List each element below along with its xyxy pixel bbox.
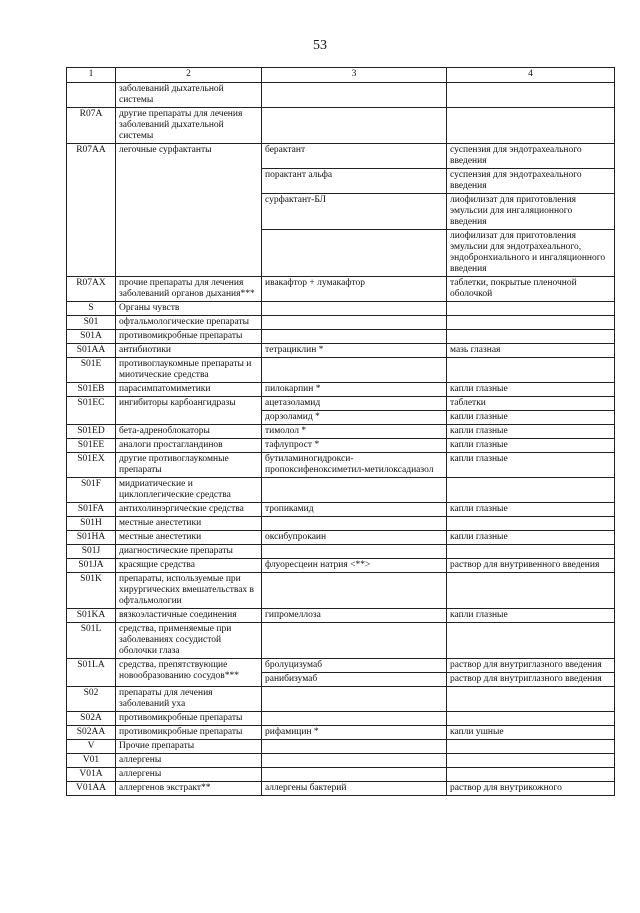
table-row xyxy=(67,144,615,169)
group-name-cell: вязкоэластичные соединения xyxy=(116,609,262,623)
table-row xyxy=(67,478,615,503)
table-row xyxy=(67,425,615,439)
atc-code-cell: S01JA xyxy=(67,559,116,573)
column-header: 1 xyxy=(67,68,116,83)
group-name-cell: местные анестетики xyxy=(116,531,262,545)
table-row xyxy=(67,687,615,712)
dosage-form-cell: капли глазные xyxy=(447,453,615,478)
dosage-form-cell xyxy=(447,545,615,559)
group-name-cell: офтальмологические препараты xyxy=(116,316,262,330)
dosage-form-cell xyxy=(447,330,615,344)
group-name-cell: мидриатические и циклоплегические средства xyxy=(116,478,262,503)
atc-code-cell: S01 xyxy=(67,316,116,330)
dosage-form-cell: капли глазные xyxy=(447,439,615,453)
dosage-form-cell xyxy=(447,302,615,316)
drug-name-cell xyxy=(262,108,447,144)
drug-name-cell xyxy=(262,302,447,316)
group-name-cell: аналоги простагландинов xyxy=(116,439,262,453)
dosage-form-cell: капли глазные xyxy=(447,503,615,517)
drug-name-cell: ранибизумаб xyxy=(262,673,447,687)
dosage-form-cell xyxy=(447,573,615,609)
group-name-cell: прочие препараты для лечения заболеваний органов дыхания*** xyxy=(116,277,262,302)
table-row xyxy=(67,754,615,768)
atc-code-cell: S xyxy=(67,302,116,316)
dosage-form-cell: раствор для внутриглазного введения xyxy=(447,673,615,687)
drug-name-cell: рифамицин * xyxy=(262,726,447,740)
dosage-form-cell: мазь глазная xyxy=(447,344,615,358)
drug-name-cell: порактант альфа xyxy=(262,169,447,194)
table-row xyxy=(67,609,615,623)
group-name-cell: заболеваний дыхательной системы xyxy=(116,83,262,108)
group-name-cell: парасимпатомиметики xyxy=(116,383,262,397)
atc-code-cell: S01EB xyxy=(67,383,116,397)
dosage-form-cell: лиофилизат для приготовления эмульсии для эндотрахеального, эндобронхиального и ингаляционного введения xyxy=(447,230,615,277)
dosage-form-cell: таблетки, покрытые пленочной оболочкой xyxy=(447,277,615,302)
table-row xyxy=(67,439,615,453)
group-name-cell: противомикробные препараты xyxy=(116,712,262,726)
group-name-cell: аллергены xyxy=(116,754,262,768)
drug-name-cell xyxy=(262,687,447,712)
atc-code-cell: V xyxy=(67,740,116,754)
drug-name-cell xyxy=(262,358,447,383)
drug-name-cell: тропикамид xyxy=(262,503,447,517)
drug-name-cell: бутиламиногидрокси-пропоксифеноксиметил-метилоксадиазол xyxy=(262,453,447,478)
dosage-form-cell xyxy=(447,517,615,531)
dosage-form-cell xyxy=(447,687,615,712)
atc-code-cell: S01KA xyxy=(67,609,116,623)
group-name-cell: противоглаукомные препараты и миотические средства xyxy=(116,358,262,383)
group-name-cell: Органы чувств xyxy=(116,302,262,316)
table-body xyxy=(67,83,615,796)
drug-name-cell xyxy=(262,545,447,559)
dosage-form-cell xyxy=(447,83,615,108)
atc-code-cell: S01ED xyxy=(67,425,116,439)
dosage-form-cell: таблетки xyxy=(447,397,615,411)
drug-name-cell xyxy=(262,478,447,503)
atc-code-cell: S01FA xyxy=(67,503,116,517)
drug-name-cell xyxy=(262,768,447,782)
dosage-form-cell: капли глазные xyxy=(447,425,615,439)
group-name-cell: антибиотики xyxy=(116,344,262,358)
table-row xyxy=(67,383,615,397)
dosage-form-cell: капли глазные xyxy=(447,411,615,425)
dosage-form-cell xyxy=(447,108,615,144)
group-name-cell: противомикробные препараты xyxy=(116,726,262,740)
drug-name-cell: берактант xyxy=(262,144,447,169)
dosage-form-cell: суспензия для эндотрахеального введения xyxy=(447,144,615,169)
drug-name-cell: пилокарпин * xyxy=(262,383,447,397)
table-row xyxy=(67,277,615,302)
table-row xyxy=(67,330,615,344)
dosage-form-cell xyxy=(447,712,615,726)
table-row xyxy=(67,659,615,673)
atc-code-cell: V01A xyxy=(67,768,116,782)
atc-code-cell: S01F xyxy=(67,478,116,503)
table-row xyxy=(67,503,615,517)
drug-name-cell xyxy=(262,316,447,330)
table-row xyxy=(67,782,615,796)
atc-code-cell: S01LA xyxy=(67,659,116,687)
drug-name-cell xyxy=(262,330,447,344)
atc-code-cell: R07AX xyxy=(67,277,116,302)
drug-name-cell: аллергены бактерий xyxy=(262,782,447,796)
atc-code-cell: S01EX xyxy=(67,453,116,478)
drug-table xyxy=(66,67,615,796)
atc-code-cell: S01L xyxy=(67,623,116,659)
table-row xyxy=(67,623,615,659)
drug-name-cell xyxy=(262,573,447,609)
group-name-cell: антихолинэргические средства xyxy=(116,503,262,517)
group-name-cell: бета-адреноблокаторы xyxy=(116,425,262,439)
atc-code-cell: R07A xyxy=(67,108,116,144)
dosage-form-cell xyxy=(447,623,615,659)
group-name-cell: другие противоглаукомные препараты xyxy=(116,453,262,478)
dosage-form-cell xyxy=(447,358,615,383)
drug-name-cell: тетрациклин * xyxy=(262,344,447,358)
drug-name-cell xyxy=(262,754,447,768)
group-name-cell: ингибиторы карбоангидразы xyxy=(116,397,262,425)
table-row xyxy=(67,453,615,478)
atc-code-cell: S01J xyxy=(67,545,116,559)
drug-name-cell xyxy=(262,740,447,754)
table-row xyxy=(67,302,615,316)
column-header: 4 xyxy=(447,68,615,83)
drug-name-cell xyxy=(262,230,447,277)
dosage-form-cell: раствор для внутриглазного введения xyxy=(447,659,615,673)
drug-name-cell xyxy=(262,517,447,531)
dosage-form-cell xyxy=(447,740,615,754)
atc-code-cell: S01EE xyxy=(67,439,116,453)
atc-code-cell: V01 xyxy=(67,754,116,768)
group-name-cell: средства, применяемые при заболеваниях сосудистой оболочки глаза xyxy=(116,623,262,659)
atc-code-cell: S01A xyxy=(67,330,116,344)
group-name-cell: Прочие препараты xyxy=(116,740,262,754)
drug-name-cell: бролуцизумаб xyxy=(262,659,447,673)
table-row xyxy=(67,531,615,545)
group-name-cell: местные анестетики xyxy=(116,517,262,531)
atc-code-cell: S01H xyxy=(67,517,116,531)
dosage-form-cell xyxy=(447,768,615,782)
group-name-cell: аллергены xyxy=(116,768,262,782)
dosage-form-cell: суспензия для эндотрахеального введения xyxy=(447,169,615,194)
drug-name-cell: гипромеллоза xyxy=(262,609,447,623)
dosage-form-cell: капли глазные xyxy=(447,531,615,545)
table-row xyxy=(67,573,615,609)
dosage-form-cell xyxy=(447,754,615,768)
table-row xyxy=(67,545,615,559)
drug-name-cell: дорзоламид * xyxy=(262,411,447,425)
drug-name-cell xyxy=(262,623,447,659)
dosage-form-cell: капли ушные xyxy=(447,726,615,740)
group-name-cell: другие препараты для лечения заболеваний дыхательной системы xyxy=(116,108,262,144)
drug-name-cell: тафлупрост * xyxy=(262,439,447,453)
table-row xyxy=(67,344,615,358)
table-row xyxy=(67,740,615,754)
atc-code-cell: S01EC xyxy=(67,397,116,425)
group-name-cell: препараты для лечения заболеваний уха xyxy=(116,687,262,712)
group-name-cell: диагностические препараты xyxy=(116,545,262,559)
drug-name-cell xyxy=(262,712,447,726)
atc-code-cell: V01AA xyxy=(67,782,116,796)
drug-name-cell: оксибупрокаин xyxy=(262,531,447,545)
dosage-form-cell xyxy=(447,316,615,330)
atc-code-cell xyxy=(67,83,116,108)
table-row xyxy=(67,108,615,144)
page-number: 53 xyxy=(313,38,327,53)
dosage-form-cell: капли глазные xyxy=(447,383,615,397)
atc-code-cell: S02 xyxy=(67,687,116,712)
dosage-form-cell: лиофилизат для приготовления эмульсии для ингаляционного введения xyxy=(447,194,615,230)
group-name-cell: аллергенов экстракт** xyxy=(116,782,262,796)
drug-name-cell: флуоресцеин натрия <**> xyxy=(262,559,447,573)
table-row xyxy=(67,712,615,726)
atc-code-cell: R07AA xyxy=(67,144,116,277)
atc-code-cell: S01E xyxy=(67,358,116,383)
column-header: 3 xyxy=(262,68,447,83)
table-row xyxy=(67,83,615,108)
table-row xyxy=(67,726,615,740)
atc-code-cell: S02AA xyxy=(67,726,116,740)
drug-name-cell: тимолол * xyxy=(262,425,447,439)
dosage-form-cell: раствор для внутривенного введения xyxy=(447,559,615,573)
atc-code-cell: S01K xyxy=(67,573,116,609)
drug-name-cell: ивакафтор + лумакафтор xyxy=(262,277,447,302)
group-name-cell: легочные сурфактанты xyxy=(116,144,262,277)
table-row xyxy=(67,768,615,782)
drug-name-cell: ацетазоламид xyxy=(262,397,447,411)
table-row xyxy=(67,358,615,383)
group-name-cell: средства, препятствующие новообразованию сосудов*** xyxy=(116,659,262,687)
atc-code-cell: S02A xyxy=(67,712,116,726)
dosage-form-cell xyxy=(447,478,615,503)
group-name-cell: препараты, используемые при хирургических вмешательствах в офтальмологии xyxy=(116,573,262,609)
atc-code-cell: S01HA xyxy=(67,531,116,545)
table-row xyxy=(67,397,615,411)
drug-name-cell: сурфактант-БЛ xyxy=(262,194,447,230)
table-row xyxy=(67,316,615,330)
dosage-form-cell: капли глазные xyxy=(447,609,615,623)
table-row xyxy=(67,517,615,531)
column-header: 2 xyxy=(116,68,262,83)
table-header-row xyxy=(67,68,615,83)
group-name-cell: противомикробные препараты xyxy=(116,330,262,344)
atc-code-cell: S01AA xyxy=(67,344,116,358)
table-row xyxy=(67,559,615,573)
drug-name-cell xyxy=(262,83,447,108)
group-name-cell: красящие средства xyxy=(116,559,262,573)
dosage-form-cell: раствор для внутрикожного xyxy=(447,782,615,796)
